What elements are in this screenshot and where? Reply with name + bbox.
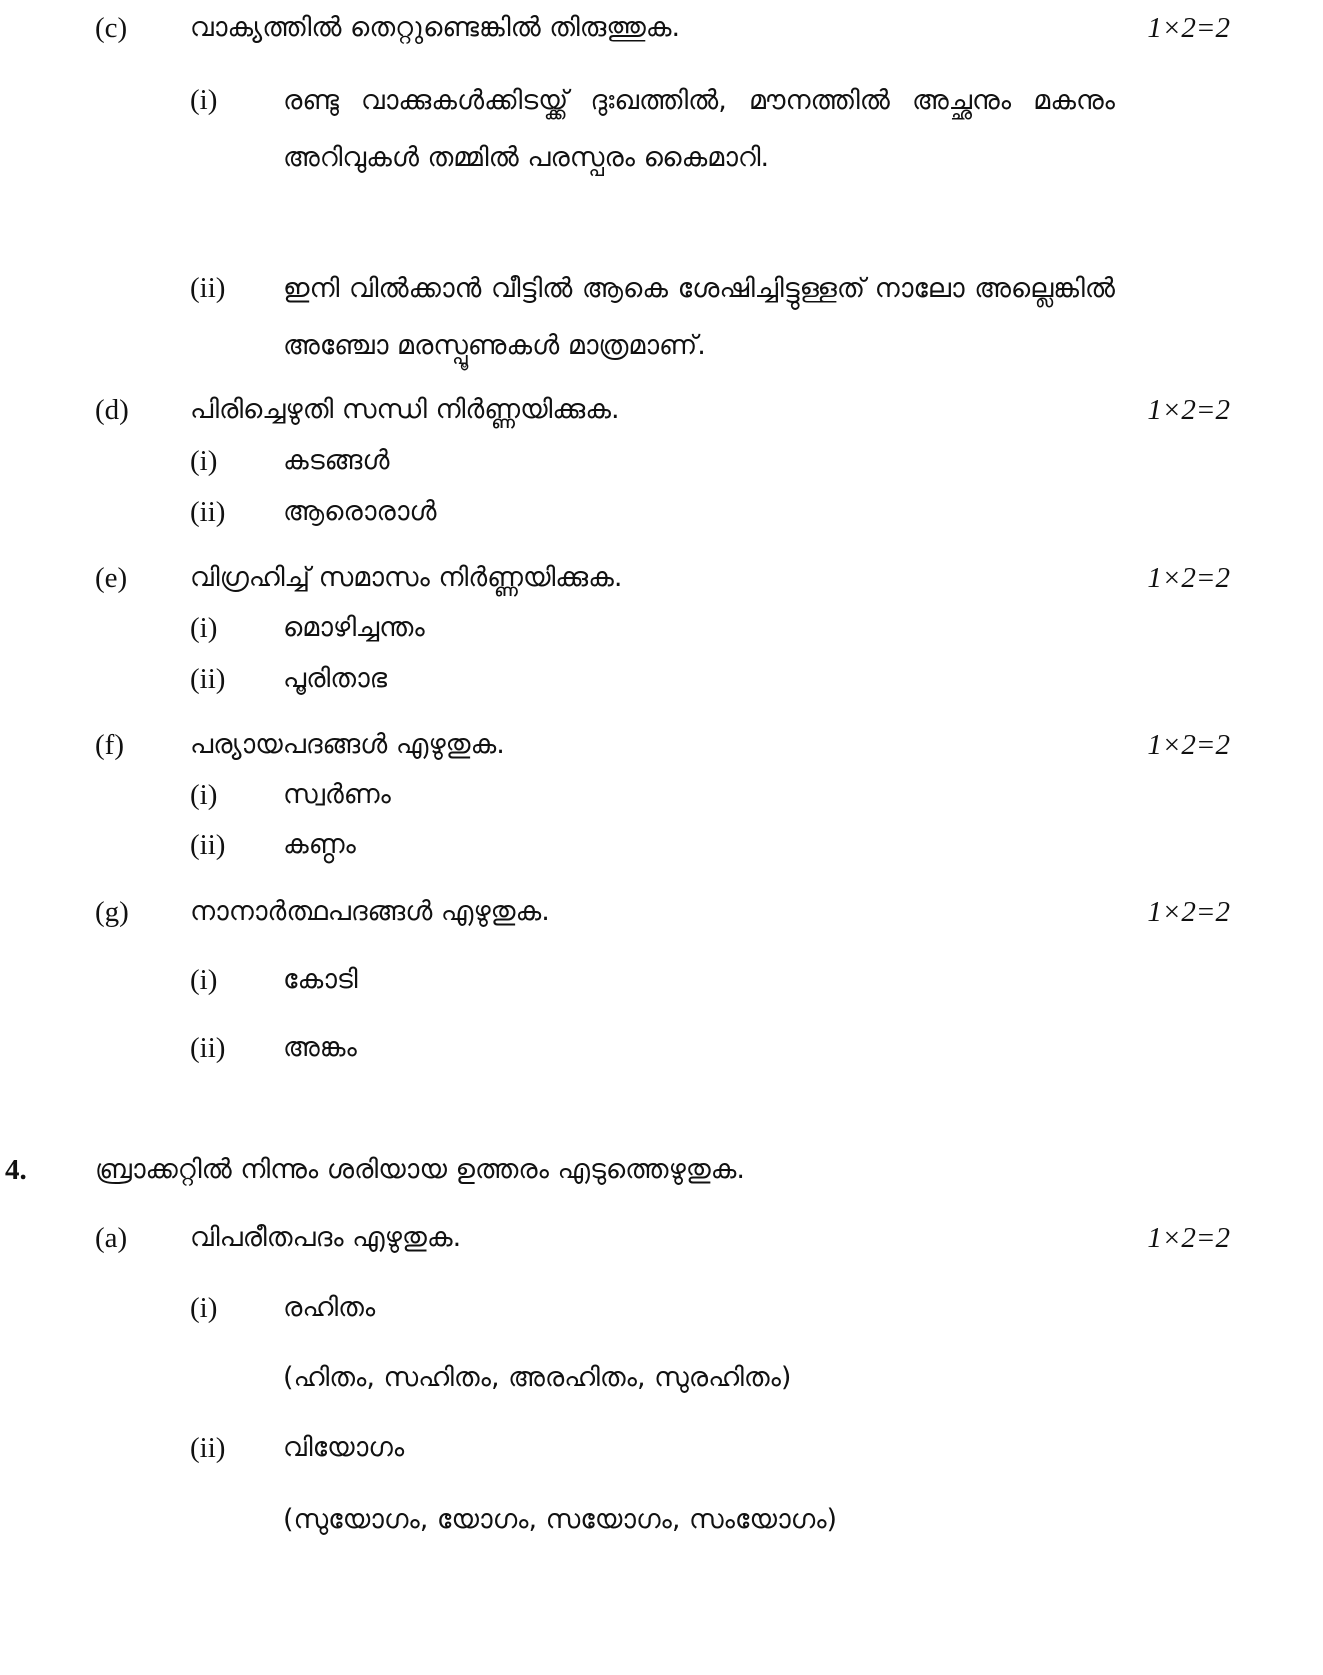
item-label: (ii) [190,829,226,861]
item-label: (i) [190,1292,218,1324]
question-number-4: 4. [5,1154,27,1186]
marks-4a: 1×2=2 [1147,1222,1230,1254]
item-text: പൂരിതാഭ [283,663,388,694]
item-options: (സുയോഗം, യോഗം, സയോഗം, സംയോഗം) [283,1504,838,1535]
item-options: (ഹിതം, സഹിതം, അരഹിതം, സുരഹിതം) [283,1362,792,1393]
question-label-4a: (a) [95,1222,128,1254]
item-text: രഹിതം [283,1292,376,1323]
question-4-instruction: ബ്രാക്കറ്റിൽ നിന്നും ശരിയായ ഉത്തരം എടുത്തെഴുതുക. [95,1154,746,1185]
question-g-instruction: നാനാർത്ഥപദങ്ങൾ എഴുതുക. [190,896,550,927]
question-label-d: (d) [95,394,129,426]
item-text: ആരൊരാൾ [283,496,437,527]
question-d-instruction: പിരിച്ചെഴുതി സന്ധി നിർണ്ണയിക്കുക. [190,394,620,425]
marks-f: 1×2=2 [1147,729,1230,761]
marks-e: 1×2=2 [1147,562,1230,594]
item-label: (i) [190,612,218,644]
item-text: കണ്ഠം [283,829,356,860]
question-e-instruction: വിഗ്രഹിച്ച് സമാസം നിർണ്ണയിക്കുക. [190,562,623,593]
question-label-g: (g) [95,896,129,928]
marks-c: 1×2=2 [1147,12,1230,44]
question-c-instruction: വാക്യത്തിൽ തെറ്റുണ്ടെങ്കിൽ തിരുത്തുക. [190,12,681,43]
item-label: (ii) [190,496,226,528]
item-label: (ii) [190,1032,226,1064]
item-label: (i) [190,84,218,116]
item-label: (i) [190,964,218,996]
marks-g: 1×2=2 [1147,896,1230,928]
item-text: ഇനി വിൽക്കാൻ വീട്ടിൽ ആകെ ശേഷിച്ചിട്ടുള്ളത് നാലോ അല്ലെങ്കിൽ അഞ്ചോ മരസ്പൂണുകൾ മാത്രമാണ്. [283,273,1115,361]
item-label: (i) [190,445,218,477]
item-text: മൊഴിച്ചന്തം [283,612,425,643]
item-text: വിയോഗം [283,1432,405,1463]
item-label: (ii) [190,663,226,695]
item-text: കോടി [283,964,358,995]
item-text: കടങ്ങൾ [283,445,390,476]
item-label: (i) [190,779,218,811]
question-4a-instruction: വിപരീതപദം എഴുതുക. [190,1222,462,1253]
question-label-e: (e) [95,562,128,594]
question-label-c: (c) [95,12,128,44]
marks-d: 1×2=2 [1147,394,1230,426]
item-label: (ii) [190,272,226,304]
question-label-f: (f) [95,729,124,761]
item-text: സ്വർണം [283,779,391,810]
question-f-instruction: പര്യായപദങ്ങൾ എഴുതുക. [190,729,505,760]
item-label: (ii) [190,1432,226,1464]
item-text: രണ്ടു വാക്കുകൾക്കിടയ്ക്ക് ദുഃഖത്തിൽ, മൗനത്തിൽ അച്ഛനും മകനും അറിവുകൾ തമ്മിൽ പരസ്പരം കൈമാറി. [283,85,1115,173]
item-text: അങ്കം [283,1032,357,1063]
